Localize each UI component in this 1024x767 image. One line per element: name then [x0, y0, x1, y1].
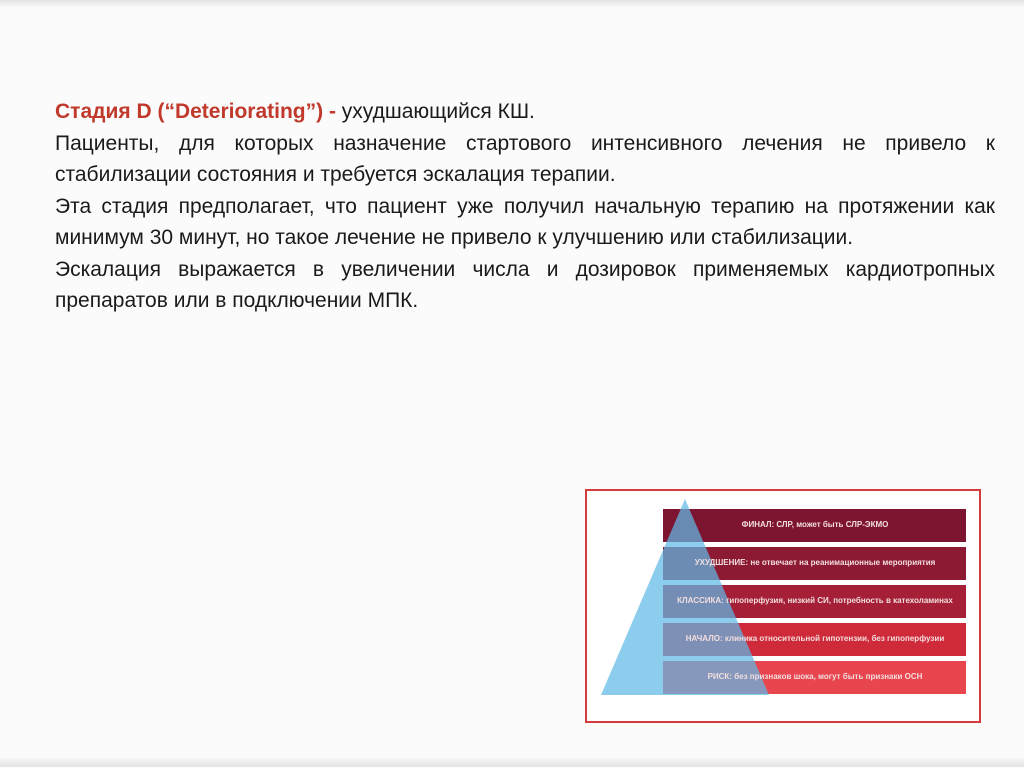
slide-top-edge — [0, 0, 1024, 8]
pyramid-label-deterioration: УХУДШЕНИЕ: не отвечает на реанимационные мероприятия — [694, 558, 936, 567]
slide-text — [55, 96, 995, 317]
paragraph-patients: Пациенты, для которых назначение стартового интенсивного лечения не привело к стабилизации состояния и требуется эскалация терапии. — [55, 131, 995, 186]
pyramid-label-risk: РИСК: без признаков шока, могут быть признаки ОСН — [707, 672, 923, 681]
pyramid-label-final: ФИНАЛ: СЛР, может быть СЛР-ЭКМО — [741, 520, 889, 529]
paragraph-escalation: Эскалация выражается в увеличении числа и дозировок применяемых кардиотропных препаратов или в подключении МПК. — [55, 257, 995, 312]
paragraph-stage-meaning: Эта стадия предполагает, что пациент уже получил начальную терапию на протяжении как минимум 30 минут, но такое лечение не привело к улучшению или стабилизации. — [55, 194, 995, 249]
pyramid-label-classic: КЛАССИКА: гипоперфузия, низкий СИ, потребность в катехоламинах — [677, 596, 953, 605]
stage-name: Стадия D (“Deteriorating”) - — [55, 100, 336, 123]
pyramid-label-onset: НАЧАЛО: клиника относительной гипотензии, без гипоперфузии — [685, 634, 945, 643]
shock-stages-pyramid — [585, 489, 981, 723]
stage-description: ухудшающийся КШ. — [335, 100, 535, 123]
slide-bottom-edge — [0, 757, 1024, 767]
stage-heading — [55, 96, 995, 128]
